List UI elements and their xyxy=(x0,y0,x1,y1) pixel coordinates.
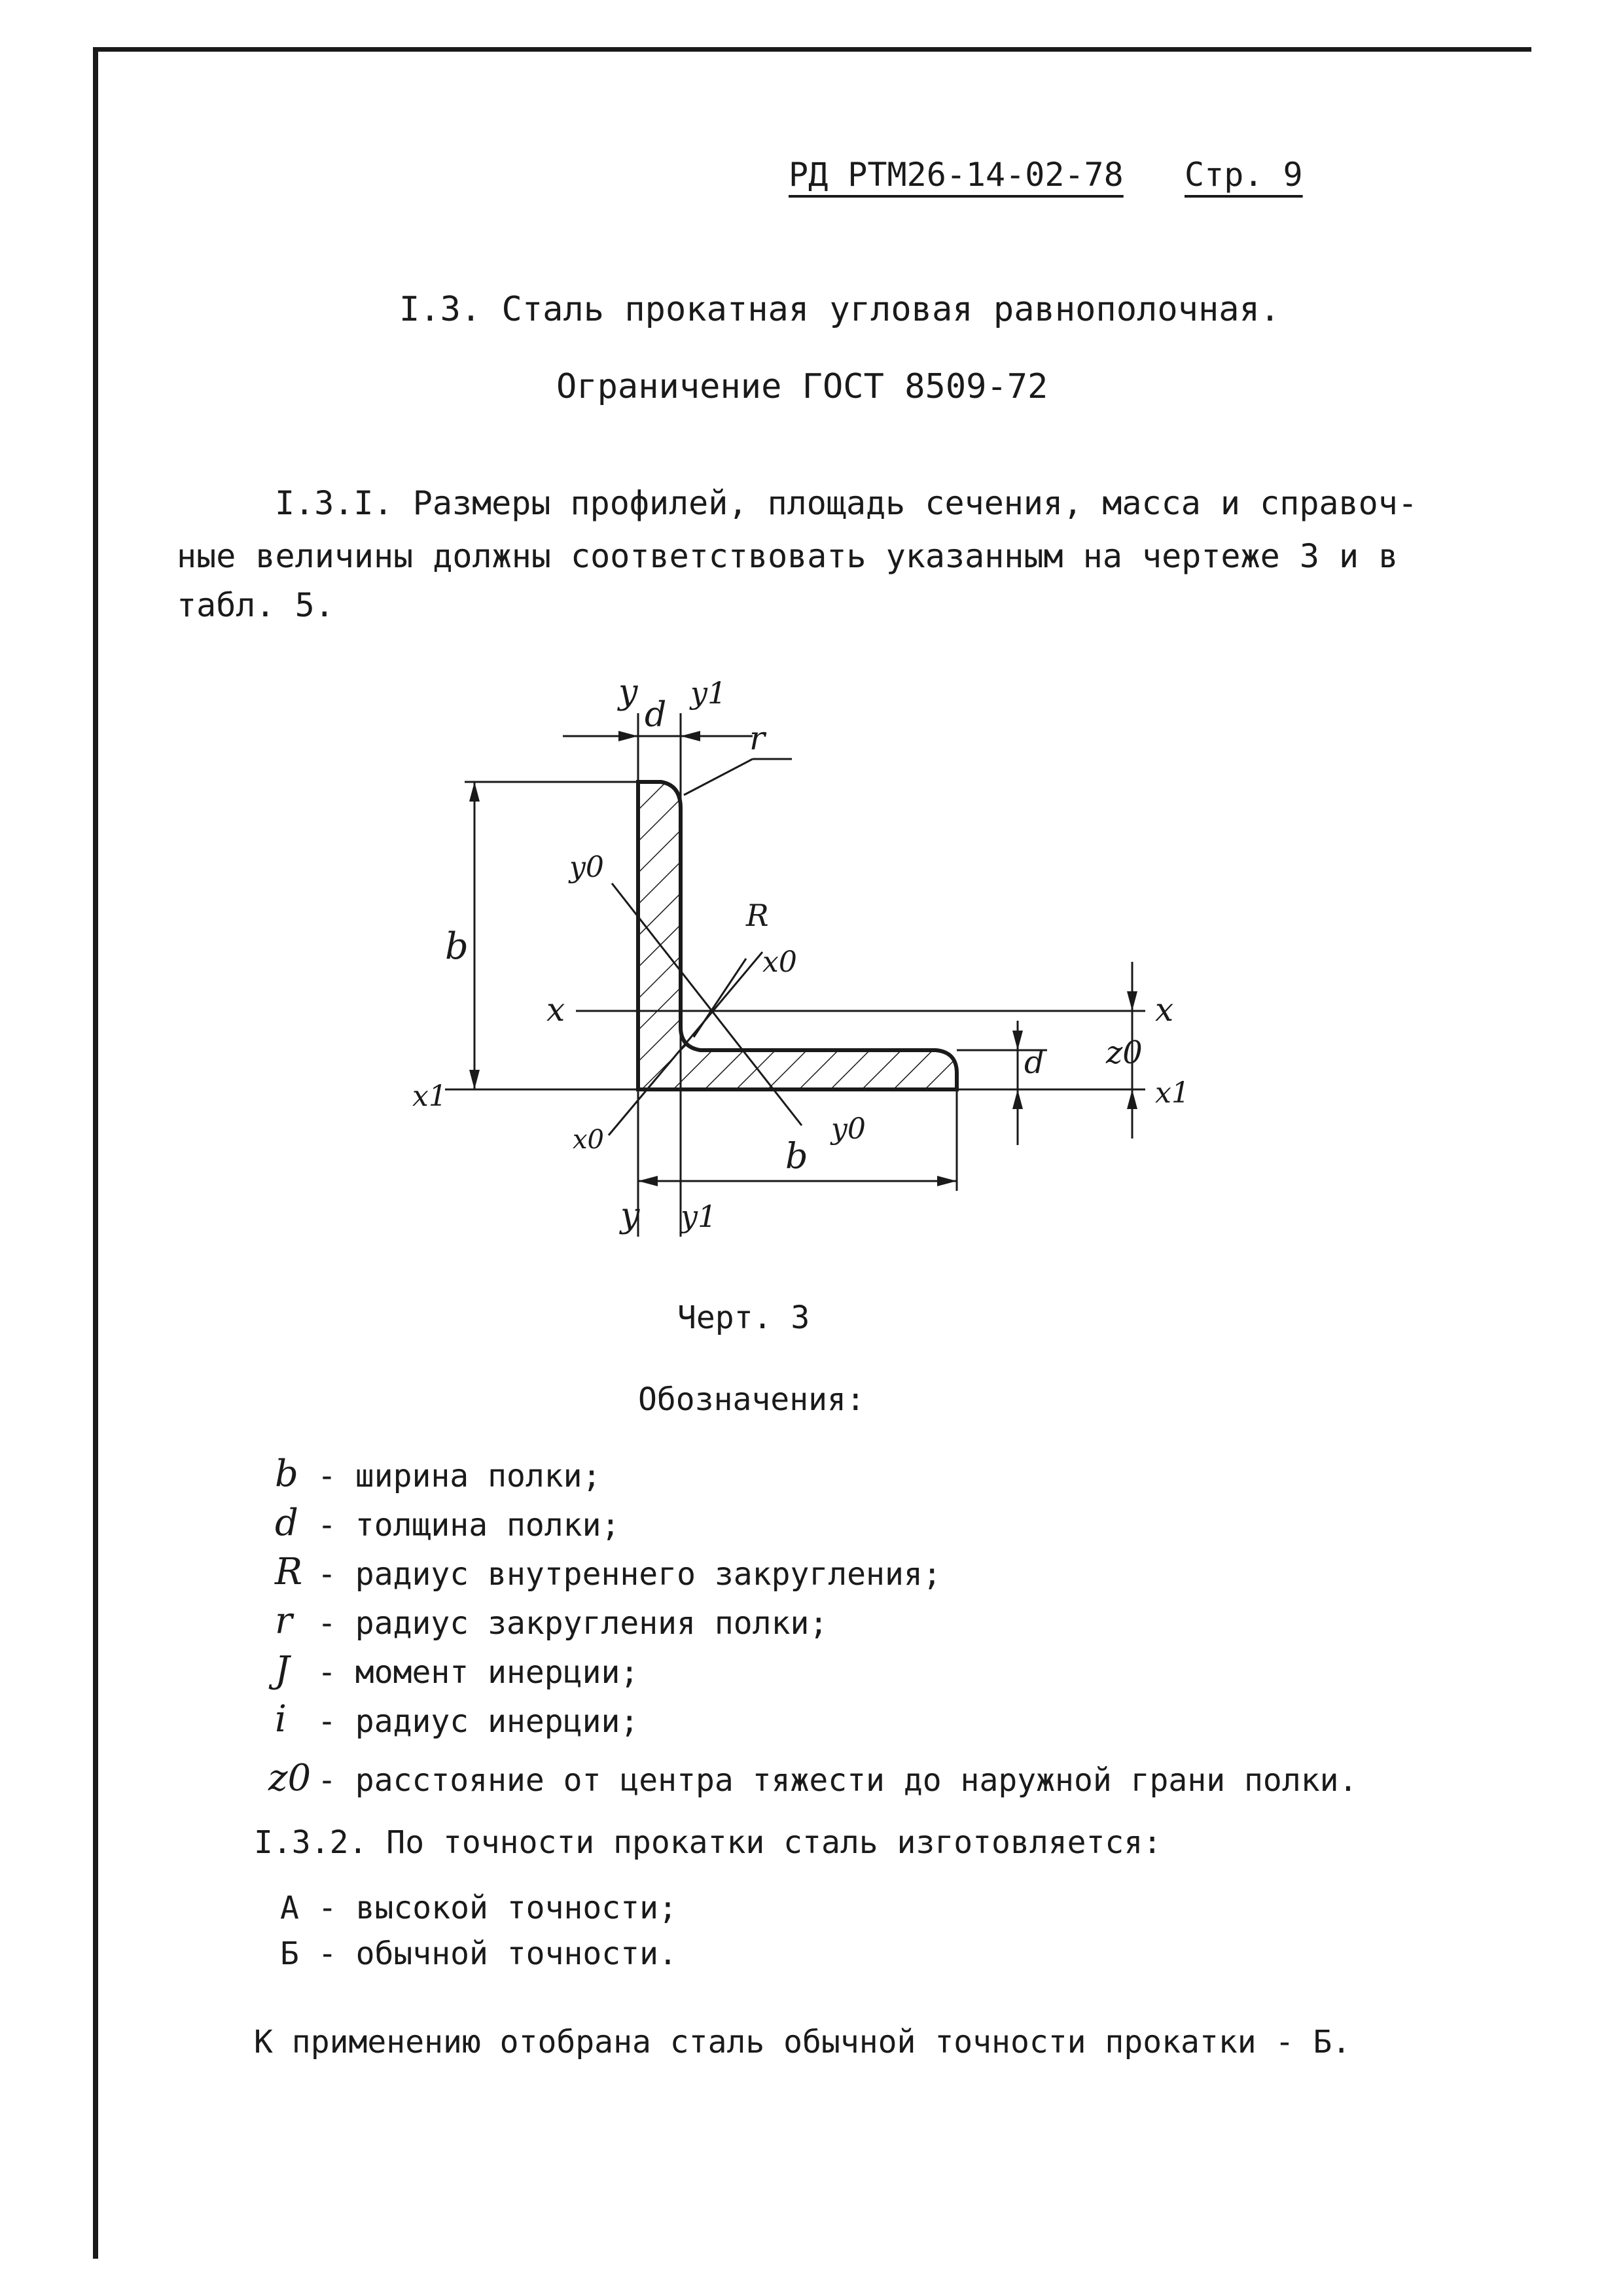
angle-profile-drawing xyxy=(393,654,1270,1243)
label-y-bottom: y xyxy=(620,1196,640,1235)
legend-symbol-b: b xyxy=(275,1453,298,1495)
label-x0-right: x0 xyxy=(762,945,797,979)
label-b-left: b xyxy=(445,925,469,968)
label-R-big: R xyxy=(746,898,769,933)
label-b-bottom: b xyxy=(785,1135,808,1176)
label-d-right: d xyxy=(1024,1044,1044,1081)
label-r-small: r xyxy=(749,719,765,757)
label-x0-bottom: x0 xyxy=(573,1125,605,1155)
page-frame-top-line xyxy=(98,47,1531,52)
legend-text-d: - толщина полки; xyxy=(317,1507,620,1544)
document-code: РД РТМ26-14-02-78 xyxy=(789,156,1124,194)
label-x-left: x xyxy=(546,991,565,1029)
paragraph-1-3-1-line-3: табл. 5. xyxy=(177,586,334,624)
legend-symbol-J: J xyxy=(275,1649,290,1691)
legend-text-R: - радиус внутреннего закругления; xyxy=(317,1556,942,1593)
paragraph-1-3-2-intro: I.3.2. По точности прокатки сталь изготовляется: xyxy=(254,1824,1162,1861)
legend-text-J: - момент инерции; xyxy=(317,1654,639,1691)
legend-symbol-r: r xyxy=(275,1600,293,1642)
accuracy-option-a: А - высокой точности; xyxy=(280,1890,677,1926)
label-z0: z0 xyxy=(1106,1034,1143,1071)
label-x1-left: x1 xyxy=(412,1080,447,1113)
legend-text-r: - радиус закругления полки; xyxy=(317,1605,829,1642)
label-x1-right: x1 xyxy=(1155,1076,1190,1110)
section-subtitle: Ограничение ГОСТ 8509-72 xyxy=(556,367,1048,406)
accuracy-option-b: Б - обычной точности. xyxy=(280,1935,677,1972)
x0-axis-line xyxy=(609,952,762,1135)
legend-symbol-i: i xyxy=(275,1698,287,1740)
final-note: К применению отобрана сталь обычной точности прокатки - Б. xyxy=(254,2024,1351,2060)
legend-text-b: - ширина полки; xyxy=(317,1458,601,1494)
drawing-caption: Черт. 3 xyxy=(677,1299,810,1336)
paragraph-1-3-1-line-1: I.3.I. Размеры профилей, площадь сечения, масса и справоч- xyxy=(275,484,1418,522)
legend-title: Обозначения: xyxy=(638,1381,865,1418)
paragraph-1-3-1-line-2: ные величины должны соответствовать указанным на чертеже 3 и в xyxy=(177,537,1399,575)
label-y0-top: y0 xyxy=(569,851,604,884)
label-x-right: x xyxy=(1155,991,1174,1029)
r-leader-line xyxy=(684,759,753,795)
label-y1-top: y1 xyxy=(690,675,727,711)
legend-symbol-R: R xyxy=(275,1551,303,1593)
legend-symbol-d: d xyxy=(275,1502,298,1544)
label-y1-bottom: y1 xyxy=(681,1199,717,1234)
section-title: I.3. Сталь прокатная угловая равнополочная. xyxy=(399,290,1281,329)
legend-text-z0: - расстояние от центра тяжести до наружной грани полки. xyxy=(317,1762,1358,1799)
label-d-top: d xyxy=(645,696,667,735)
label-y-top: y xyxy=(618,673,638,712)
label-y0-bottom: y0 xyxy=(831,1112,866,1146)
page-frame-left-line xyxy=(93,47,98,2259)
legend-text-i: - радиус инерции; xyxy=(317,1703,639,1740)
legend-symbol-z0: z0 xyxy=(268,1757,312,1799)
page-number: Стр. 9 xyxy=(1185,156,1303,194)
